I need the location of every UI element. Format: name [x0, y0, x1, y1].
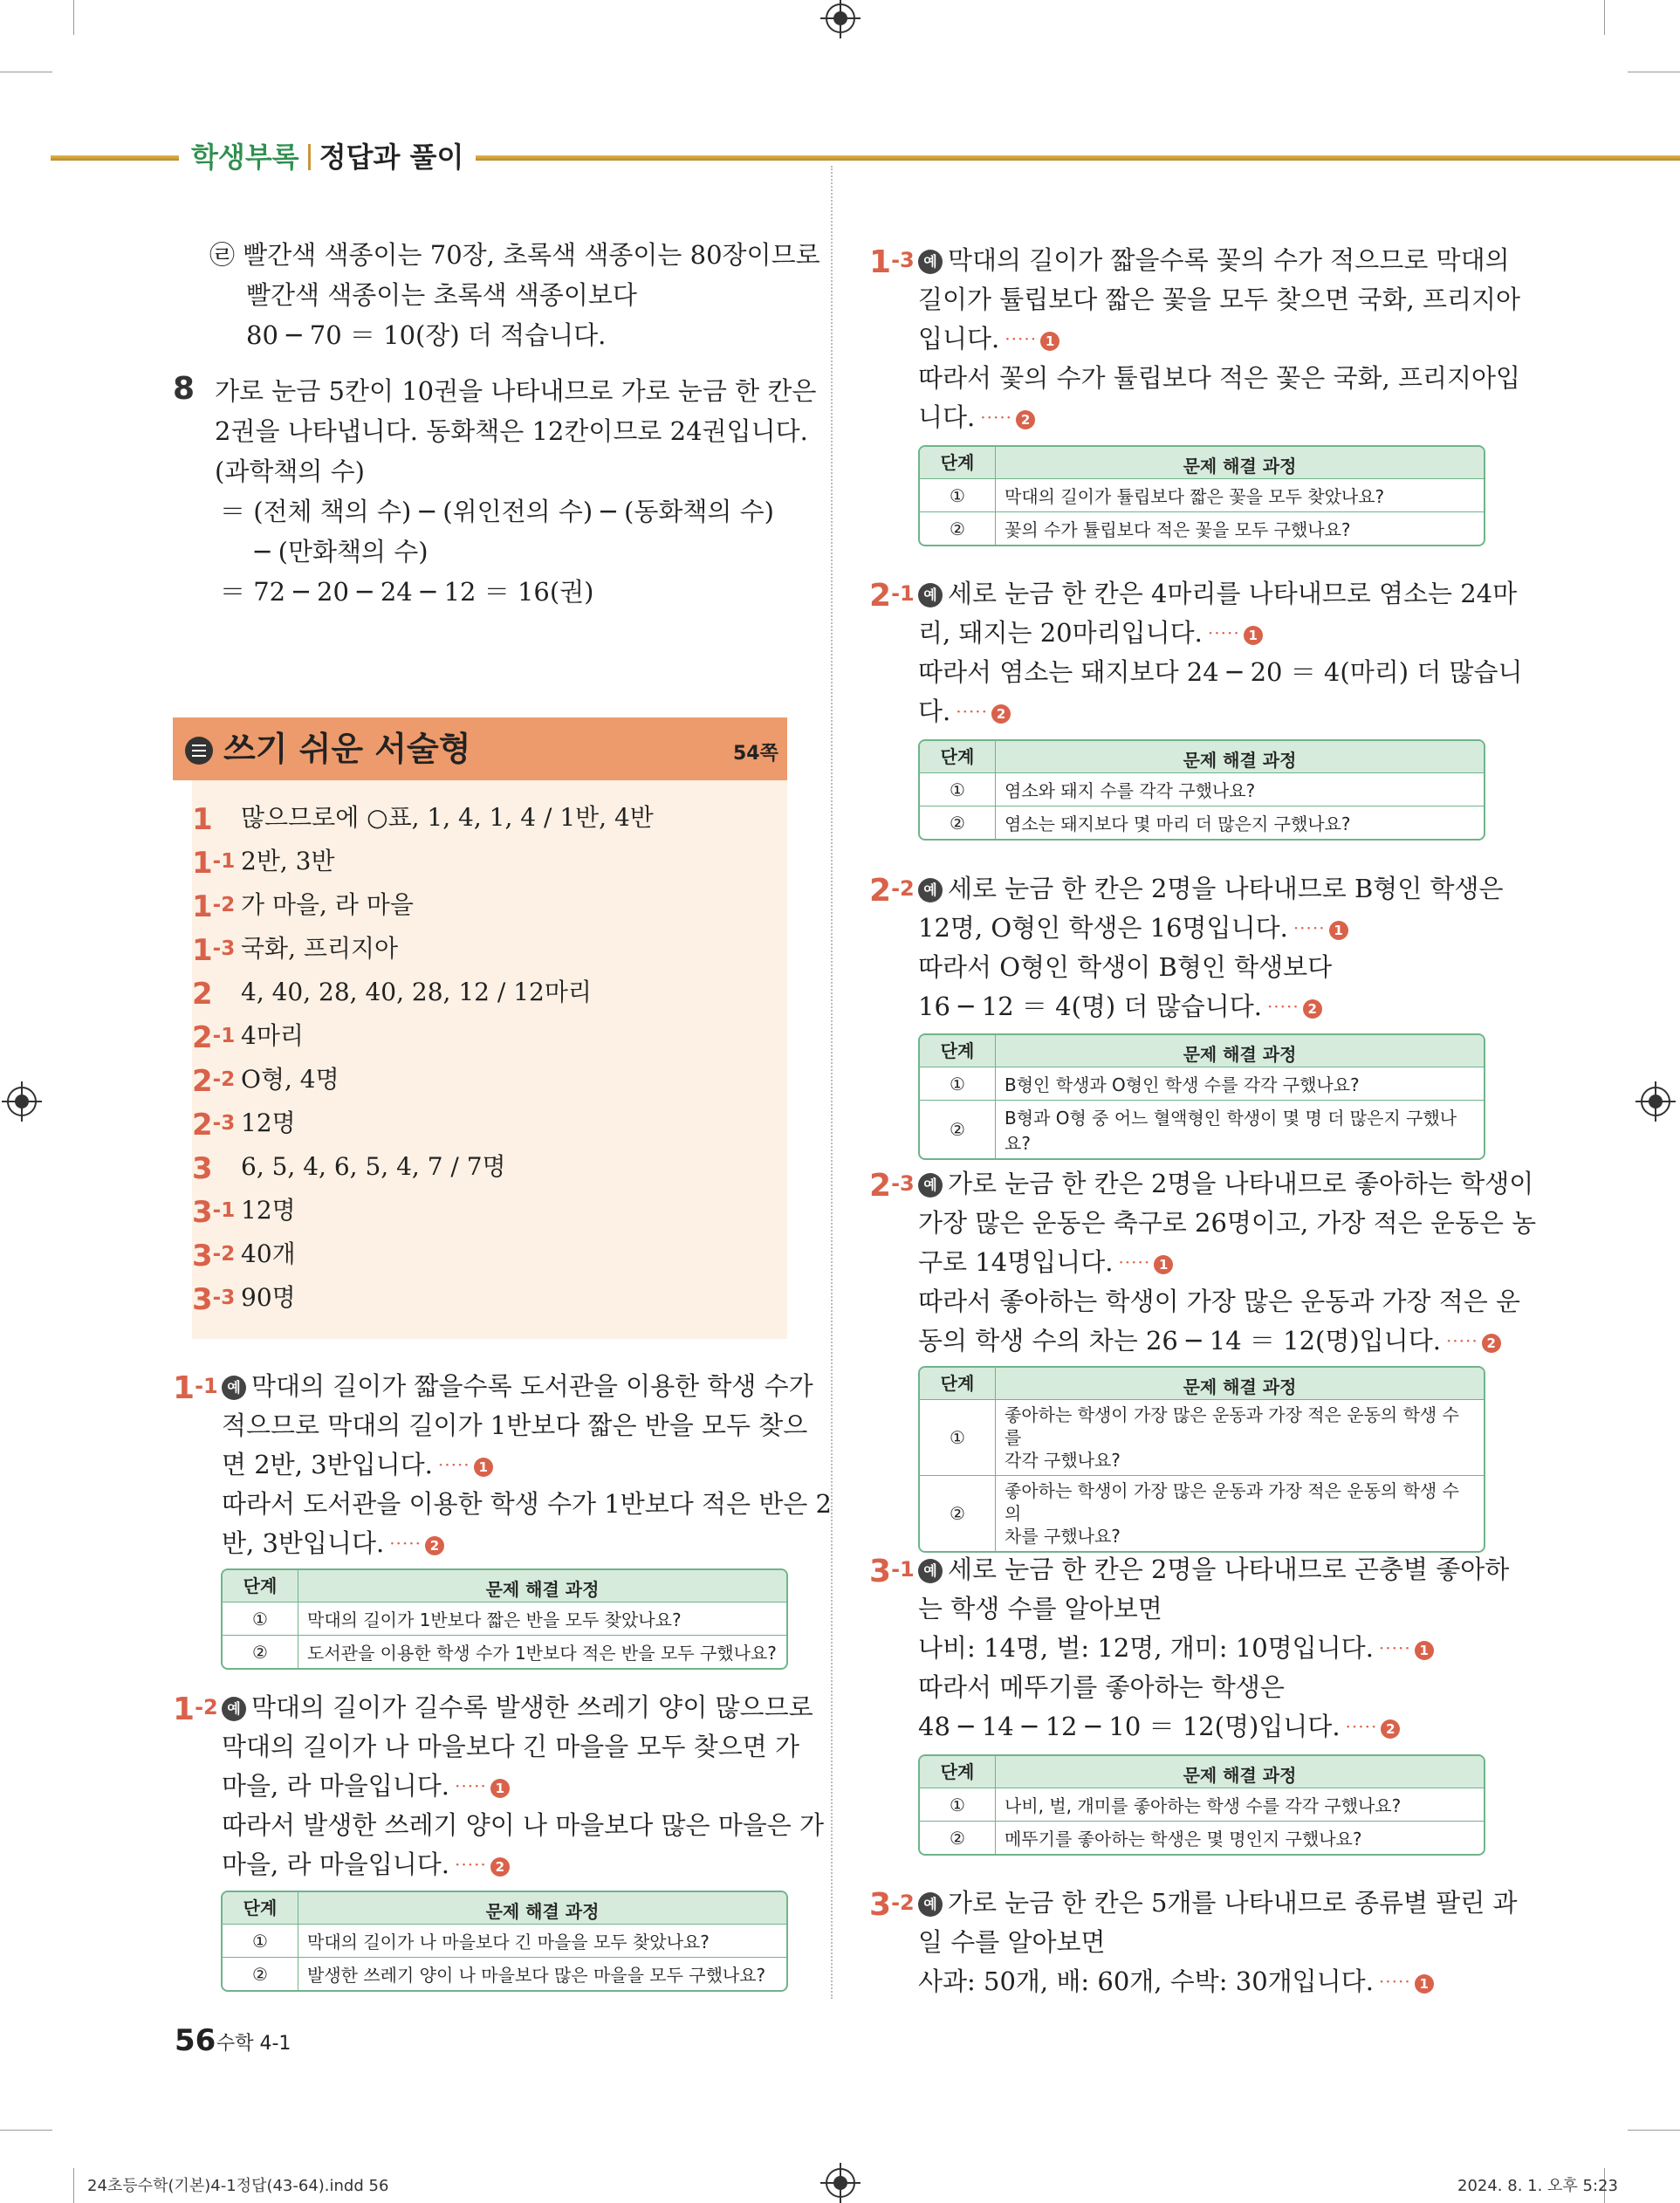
p1-1-line: 반, 3반입니다. ····· 2: [222, 1524, 444, 1562]
short-answer-number: 3: [192, 1151, 213, 1186]
grading-table: 단계 문제 해결 과정 ① 염소와 돼지 수를 각각 구했나요? ② 염소는 돼지보다 몇 마리 더 많은지 구했나요?: [918, 739, 1485, 841]
page-number: 56: [175, 2023, 216, 2058]
step-marker-icon: 1: [1244, 626, 1263, 645]
p3-1-line: 는 학생 수를 알아보면: [918, 1594, 1162, 1623]
p2-1-line: 따라서 염소는 돼지보다 24 ─ 20 ＝ 4(마리) 더 많습니: [918, 657, 1523, 687]
file-info: 24초등수학(기본)4-1정답(43-64).indd 56: [87, 2177, 389, 2195]
short-answer-number: 2: [192, 977, 213, 1012]
step-marker-icon: 2: [1303, 999, 1322, 1019]
short-answer-number: $2^{-3}$: [192, 1108, 236, 1143]
step-marker-icon: 2: [1016, 410, 1035, 429]
short-answer-number: $3^{-1}$: [192, 1195, 236, 1230]
subject-label: 수학 4-1: [216, 2033, 291, 2055]
step-marker-icon: 2: [425, 1536, 444, 1555]
p3-1-line: 예 세로 눈금 한 칸은 2명을 나타내므로 곤충별 좋아하: [918, 1550, 1509, 1589]
grading-table: 단계 문제 해결 과정 ① 나비, 벌, 개미를 좋아하는 학생 수를 각각 구했나요? ② 메뚜기를 좋아하는 학생은 몇 명인지 구했나요?: [918, 1754, 1485, 1856]
short-answer-value: 4마리: [241, 1021, 304, 1050]
p2-3-line: 구로 14명입니다. ····· 1: [918, 1243, 1173, 1281]
p1-2-line: 마을, 라 마을입니다. ····· 1: [222, 1767, 510, 1805]
problem-number: $2^{-2}$: [869, 873, 915, 909]
step-marker-icon: 1: [1040, 332, 1059, 351]
item8-line: 가로 눈금 5칸이 10권을 나타내므로 가로 눈금 한 칸은: [215, 376, 817, 406]
step-marker-icon: 2: [1482, 1334, 1501, 1353]
item-ra-line: 80 ─ 70 ＝ 10(장) 더 적습니다.: [246, 320, 607, 350]
short-answer-number: $3^{-3}$: [192, 1282, 236, 1317]
header-brand: 학생부록: [191, 141, 299, 174]
p2-2-line: 12명, O형인 학생은 16명입니다. ····· 1: [918, 909, 1348, 947]
p3-2-line: 사과: 50개, 배: 60개, 수박: 30개입니다. ····· 1: [918, 1962, 1434, 2001]
example-icon: 예: [222, 1376, 246, 1400]
short-answer-number: $1^{-2}$: [192, 889, 236, 924]
short-answer-value: 12명: [241, 1196, 296, 1225]
item8-line: (과학책의 수): [215, 456, 365, 486]
example-icon: 예: [222, 1697, 246, 1721]
p2-3-line: 예 가로 눈금 한 칸은 2명을 나타내므로 좋아하는 학생이: [918, 1164, 1533, 1203]
short-answer-number: 1: [192, 802, 213, 837]
p1-2-line: 따라서 발생한 쓰레기 양이 나 마을보다 많은 마을은 가: [222, 1810, 825, 1840]
registration-mark-icon: [826, 3, 855, 33]
example-icon: 예: [918, 878, 943, 902]
p2-2-line: 16 ─ 12 ＝ 4(명) 더 많습니다. ····· 2: [918, 987, 1322, 1026]
short-answer-number: $2^{-1}$: [192, 1020, 236, 1055]
step-marker-icon: 2: [991, 704, 1011, 724]
p2-2-line: 따라서 O형인 학생이 B형인 학생보다: [918, 952, 1333, 982]
problem-number: $1^{-3}$: [869, 244, 915, 280]
short-answer-value: 국화, 프리지아: [241, 934, 399, 963]
item-ra-line: ㉣ 빨간색 색종이는 70장, 초록색 색종이는 80장이므로: [209, 240, 820, 270]
step-marker-icon: 1: [490, 1779, 510, 1798]
short-answer-page: 54쪽: [733, 743, 778, 765]
short-answer-value: O형, 4명: [241, 1065, 339, 1094]
step-marker-icon: 2: [1381, 1719, 1400, 1739]
p1-1-line: 예 막대의 길이가 짧을수록 도서관을 이용한 학생 수가: [222, 1367, 813, 1405]
problem-number: $2^{-1}$: [869, 578, 915, 614]
header-section: 정답과 풀이: [319, 141, 464, 174]
p1-1-line: 면 2반, 3반입니다. ····· 1: [222, 1445, 493, 1484]
p1-3-line: 니다. ····· 2: [918, 398, 1035, 436]
problem-number: $3^{-2}$: [869, 1887, 915, 1923]
short-answer-number: $1^{-3}$: [192, 933, 236, 968]
problem-number: $2^{-3}$: [869, 1168, 915, 1204]
short-answer-number: $2^{-2}$: [192, 1064, 236, 1099]
step-marker-icon: 2: [490, 1857, 510, 1877]
registration-mark-icon: [826, 2168, 855, 2198]
crop-mark: [73, 2168, 74, 2203]
step-marker-icon: 1: [1415, 1974, 1434, 1994]
short-answer-value: 많으므로에 ○표, 1, 4, 1, 4 / 1반, 4반: [241, 803, 654, 832]
grading-table: 단계 문제 해결 과정 ① 좋아하는 학생이 가장 많은 운동과 가장 적은 운동의 학생 수를 각각 구했나요? ② 좋아하는 학생이 가장 많은 운동과 가장 적은 운동의 학생 수의 차를 구했나요?: [918, 1366, 1485, 1553]
example-icon: 예: [918, 583, 943, 607]
p1-3-line: 따라서 꽃의 수가 튤립보다 적은 꽃은 국화, 프리지아입: [918, 363, 1521, 393]
print-date: 2024. 8. 1. 오후 5:23: [1457, 2177, 1618, 2195]
p1-2-line: 예 막대의 길이가 길수록 발생한 쓰레기 양이 많으므로: [222, 1688, 813, 1726]
step-marker-icon: 1: [1154, 1255, 1173, 1274]
registration-mark-icon: [1641, 1087, 1670, 1116]
item8-line: ＝ 72 ─ 20 ─ 24 ─ 12 ＝ 16(권): [220, 577, 594, 607]
p2-1-line: 예 세로 눈금 한 칸은 4마리를 나타내므로 염소는 24마: [918, 574, 1517, 613]
p2-1-line: 리, 돼지는 20마리입니다. ····· 1: [918, 614, 1263, 652]
p3-1-line: 나비: 14명, 벌: 12명, 개미: 10명입니다. ····· 1: [918, 1629, 1434, 1667]
p2-3-line: 동의 학생 수의 차는 26 ─ 14 ＝ 12(명)입니다. ····· 2: [918, 1321, 1501, 1360]
short-answer-value: 40개: [241, 1239, 296, 1268]
p1-3-line: 예 막대의 길이가 짧을수록 꽃의 수가 적으므로 막대의: [918, 241, 1510, 279]
grading-table: 단계 문제 해결 과정 ① 막대의 길이가 나 마을보다 긴 마을을 모두 찾았나요? ② 발생한 쓰레기 양이 나 마을보다 많은 마을을 모두 구했나요?: [221, 1891, 788, 1992]
crop-mark: [0, 2130, 52, 2131]
p3-2-line: 예 가로 눈금 한 칸은 5개를 나타내므로 종류별 팔린 과: [918, 1884, 1517, 1922]
problem-number: $3^{-1}$: [869, 1554, 915, 1589]
example-icon: 예: [918, 1173, 943, 1198]
problem-number: $1^{-2}$: [173, 1692, 218, 1727]
item-ra-line: 빨간색 색종이는 초록색 색종이보다: [246, 280, 637, 310]
p3-2-line: 일 수를 알아보면: [918, 1927, 1106, 1957]
example-icon: 예: [918, 1892, 943, 1917]
p1-2-line: 마을, 라 마을입니다. ····· 2: [222, 1845, 510, 1884]
page-header: [179, 135, 476, 179]
short-answer-title: 쓰기 쉬운 서술형: [223, 730, 471, 768]
list-icon: [185, 737, 213, 765]
crop-mark: [1604, 0, 1605, 35]
p2-3-line: 따라서 좋아하는 학생이 가장 많은 운동과 가장 적은 운: [918, 1287, 1521, 1316]
grading-table: 단계 문제 해결 과정 ① 막대의 길이가 튤립보다 짧은 꽃을 모두 찾았나요? ② 꽃의 수가 튤립보다 적은 꽃을 모두 구했나요?: [918, 445, 1485, 546]
crop-mark: [73, 0, 74, 35]
short-answer-value: 2반, 3반: [241, 847, 335, 875]
p2-2-line: 예 세로 눈금 한 칸은 2명을 나타내므로 B형인 학생은: [918, 869, 1504, 908]
p3-1-line: 48 ─ 14 ─ 12 ─ 10 ＝ 12(명)입니다. ····· 2: [918, 1707, 1400, 1746]
short-answer-number: $1^{-1}$: [192, 846, 236, 881]
item8-line: ─ (만화책의 수): [255, 537, 429, 566]
problem-number: 8: [173, 371, 195, 407]
grading-table: 단계 문제 해결 과정 ① 막대의 길이가 1반보다 짧은 반을 모두 찾았나요? ② 도서관을 이용한 학생 수가 1반보다 적은 반을 모두 구했나요?: [221, 1568, 788, 1670]
crop-mark: [1628, 2130, 1680, 2131]
problem-number: $1^{-1}$: [173, 1370, 218, 1406]
grading-table: 단계 문제 해결 과정 ① B형인 학생과 O형인 학생 수를 각각 구했나요? ② B형과 O형 중 어느 혈액형인 학생이 몇 명 더 많은지 구했나요?: [918, 1033, 1485, 1160]
p1-1-line: 따라서 도서관을 이용한 학생 수가 1반보다 적은 반은 2: [222, 1489, 832, 1519]
short-answer-value: 90명: [241, 1283, 296, 1312]
registration-mark-icon: [7, 1087, 37, 1116]
short-answer-value: 12명: [241, 1108, 296, 1137]
short-answer-value: 가 마을, 라 마을: [241, 890, 414, 919]
step-marker-icon: 1: [1415, 1641, 1434, 1660]
column-divider: [831, 166, 833, 1999]
p1-3-line: 길이가 튤립보다 짧은 꽃을 모두 찾으면 국화, 프리지아: [918, 285, 1521, 314]
short-answer-number: $3^{-2}$: [192, 1239, 236, 1273]
p2-1-line: 다. ····· 2: [918, 692, 1011, 731]
p3-1-line: 따라서 메뚜기를 좋아하는 학생은: [918, 1672, 1285, 1702]
short-answer-value: 6, 5, 4, 6, 5, 4, 7 / 7명: [241, 1152, 506, 1181]
step-marker-icon: 1: [474, 1458, 493, 1477]
p1-3-line: 입니다. ····· 1: [918, 319, 1059, 358]
p1-1-line: 적으므로 막대의 길이가 1반보다 짧은 반을 모두 찾으: [222, 1410, 808, 1440]
step-marker-icon: 1: [1329, 921, 1348, 940]
example-icon: 예: [918, 250, 943, 274]
item8-line: ＝ (전체 책의 수) ─ (위인전의 수) ─ (동화책의 수): [220, 497, 774, 526]
example-icon: 예: [918, 1559, 943, 1583]
p1-2-line: 막대의 길이가 나 마을보다 긴 마을을 모두 찾으면 가: [222, 1732, 800, 1761]
short-answer-value: 4, 40, 28, 40, 28, 12 / 12마리: [241, 978, 592, 1006]
item8-line: 2권을 나타냅니다. 동화책은 12칸이므로 24권입니다.: [215, 416, 808, 446]
p2-3-line: 가장 많은 운동은 축구로 26명이고, 가장 적은 운동은 농: [918, 1208, 1537, 1238]
